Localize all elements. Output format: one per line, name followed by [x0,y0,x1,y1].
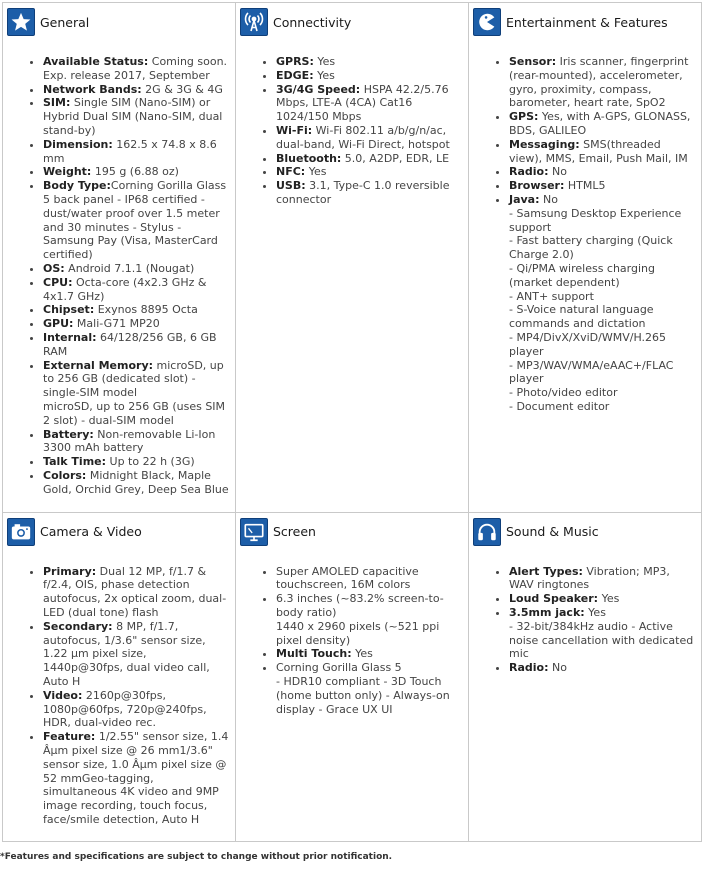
general-title: General [40,14,90,30]
spec-label: Available Status: [43,55,149,68]
spec-label: Loud Speaker: [509,592,599,606]
spec-line [509,400,695,414]
spec-line [43,138,229,166]
spec-value: - Document editor [509,399,610,413]
spec-line [43,262,229,276]
spec-value: Midnight Black, Maple Gold, Orchid Grey, Deep Sea Blue [43,468,229,496]
spec-label: Primary: [43,564,97,578]
star-icon [7,8,35,36]
spec-value: Yes [313,55,336,68]
spec-line [43,400,229,428]
spec-item [276,565,462,593]
spec-label: Network Bands: [43,82,142,96]
spec-line [43,55,229,83]
spec-label: Talk Time: [43,455,107,469]
spec-label: Alert Types: [509,564,583,578]
pacman-icon [473,8,501,36]
spec-item [43,565,229,620]
spec-value: Mali-G71 MP20 [73,317,160,331]
spec-value: No [548,165,567,179]
spec-value: Single SIM (Nano-SIM) or Hybrid Dual SIM (Nano-SIM, dual stand-by) [43,96,223,137]
spec-value: Exynos 8895 Octa [94,303,198,317]
spec-item [43,262,229,276]
general-cell [3,3,236,513]
spec-item [43,730,229,827]
spec-item [276,124,462,152]
general-list [3,55,235,497]
sound-list [469,565,701,675]
spec-row [3,512,702,841]
spec-line [509,386,695,400]
entertainment-cell [469,3,702,513]
spec-value: Corning Gorilla Glass 5 [276,661,402,675]
spec-item [43,138,229,166]
spec-item [43,689,229,730]
footnote: *Features and specifications are subject to change without prior notification. [0,852,393,862]
spec-label: 3G/4G Speed: [276,82,361,96]
spec-label: External Memory: [43,358,154,372]
spec-label: Radio: [509,661,549,675]
spec-item [276,152,462,166]
headphones-icon [473,518,501,546]
spec-value: - Samsung Desktop Experience support [509,206,682,234]
spec-label: Weight: [43,165,92,179]
spec-line [276,55,462,69]
spec-line [509,620,695,661]
spec-value: Octa-core (4x2.3 GHz & 4x1.7 GHz) [43,275,207,303]
spec-row [3,3,702,513]
spec-label: Secondary: [43,619,113,633]
spec-line [509,138,695,166]
spec-value: No [548,661,567,675]
spec-label: Feature: [43,730,96,744]
spec-item [43,359,229,428]
spec-item [43,331,229,359]
spec-label: Messaging: [509,137,580,151]
spec-value: No [539,192,558,206]
spec-item [276,83,462,124]
spec-line [43,730,229,827]
sound-header [469,513,701,545]
spec-label: Bluetooth: [276,151,342,165]
connectivity-header [236,3,468,35]
spec-value: - Qi/PMA wireless charging (market dependent) [509,261,655,289]
sound-cell [469,512,702,841]
spec-item [43,428,229,456]
spec-value: Coming soon. Exp. release 2017, September [43,55,228,82]
spec-line [509,331,695,359]
spec-label: Wi-Fi: [276,123,313,137]
spec-item [509,165,695,179]
screen-cell [236,512,469,841]
spec-label: Browser: [509,179,565,193]
spec-item [509,606,695,661]
spec-item [276,647,462,661]
spec-item [276,69,462,83]
spec-line [509,110,695,138]
spec-label: NFC: [276,165,306,179]
spec-item [276,179,462,207]
spec-value: 195 g (6.88 oz) [91,165,179,179]
spec-line [43,83,229,97]
spec-value: - ANT+ support [509,289,594,303]
spec-value: 8 MP, f/1.7, autofocus, 1/3.6" sensor size, 1.22 µm pixel size, 1440p@30fps, dual video call, Auto H [43,619,210,688]
spec-label: GPS: [509,110,539,124]
spec-item [509,55,695,110]
spec-line [509,165,695,179]
spec-item [43,276,229,304]
spec-item [509,110,695,138]
screen-icon [240,518,268,546]
camera-header [3,513,235,545]
spec-line [276,165,462,179]
spec-value: Android 7.1.1 (Nougat) [64,261,195,275]
spec-line [509,207,695,235]
spec-value: Iris scanner, fingerprint (rear-mounted), accelerometer, gyro, proximity, compass, barometer, heart rate, SpO2 [509,55,689,110]
spec-label: 3.5mm jack: [509,605,585,619]
spec-label: GPRS: [276,55,314,68]
spec-value: 6.3 inches (~83.2% screen-to-body ratio) [276,592,444,619]
spec-label: Chipset: [43,303,95,317]
spec-label: Colors: [43,468,87,482]
spec-value: Yes [598,592,620,606]
spec-value: Yes [313,68,335,82]
spec-value: - MP4/DivX/XviD/WMV/H.265 player [509,330,667,358]
spec-label: USB: [276,179,306,193]
spec-line [509,359,695,387]
spec-item [509,138,695,166]
spec-label: OS: [43,261,65,275]
spec-item [509,179,695,193]
spec-line [43,359,229,400]
spec-line [43,276,229,304]
spec-value: - 32-bit/384kHz audio - Active noise cancellation with dedicated mic [509,619,694,661]
spec-line [276,179,462,207]
spec-value: Super AMOLED capacitive touchscreen, 16M colors [276,564,419,592]
spec-line [509,262,695,290]
spec-value: 2160p@30fps, 1080p@60fps, 720p@240fps, HDR, dual-video rec. [43,688,207,730]
spec-label: GPU: [43,317,74,331]
spec-label: Java: [509,192,540,206]
screen-header [236,513,468,545]
spec-value: Yes [305,165,327,179]
spec-line [43,165,229,179]
camera-cell [3,512,236,841]
camera-icon [7,518,35,546]
spec-line [43,303,229,317]
spec-line [509,234,695,262]
sound-title: Sound & Music [506,524,599,540]
spec-item [509,592,695,606]
spec-label: Multi Touch: [276,647,352,661]
spec-value: 2G & 3G & 4G [141,82,223,96]
connectivity-list [236,55,468,207]
spec-item [276,165,462,179]
spec-label: Dimension: [43,137,113,151]
spec-value: HTML5 [564,179,606,193]
spec-line [276,69,462,83]
spec-line [509,193,695,207]
spec-line [276,124,462,152]
spec-line [43,96,229,137]
spec-item [43,620,229,689]
spec-label: Battery: [43,427,94,441]
spec-value: 1/2.55" sensor size, 1.4 Âµm pixel size @ 26 mm1/3.6" sensor size, 1.0 Âµm pixel size @ 52 mmGeo-tagging, simultaneous 4K video and 9MP image recording, touch focus, face/smile detection, Auto H [43,730,229,826]
spec-line [43,428,229,456]
spec-line [43,179,229,262]
spec-value: 162.5 x 74.8 x 8.6 mm [43,137,217,165]
spec-line [276,675,462,716]
spec-label: Sensor: [509,55,557,68]
spec-line [43,620,229,689]
spec-item [43,83,229,97]
spec-label: CPU: [43,275,73,289]
entertainment-title: Entertainment & Features [506,14,668,30]
spec-label: SIM: [43,96,71,110]
spec-value: Dual 12 MP, f/1.7 & f/2.4, OIS, phase detection autofocus, 2x optical zoom, dual-LED (dual tone) flash [43,564,227,619]
screen-list [236,565,468,717]
spec-line [509,606,695,620]
spec-line [43,455,229,469]
spec-item [43,165,229,179]
connectivity-cell [236,3,469,513]
spec-label: Body Type: [43,179,111,193]
spec-label: Internal: [43,330,97,344]
spec-value: 3.1, Type-C 1.0 reversible connector [276,179,450,206]
screen-title: Screen [273,524,316,540]
antenna-icon [240,8,268,36]
spec-value: Non-removable Li-Ion 3300 mAh battery [43,427,216,455]
spec-line [43,317,229,331]
spec-item [276,55,462,69]
spec-value: 5.0, A2DP, EDR, LE [341,151,450,165]
spec-value: SMS(threaded view), MMS, Email, Push Mail, IM [509,137,688,165]
spec-value: Vibration; MP3, WAV ringtones [509,564,670,592]
spec-value: 64/128/256 GB, 6 GB RAM [43,330,217,358]
entertainment-list [469,55,701,414]
spec-line [509,55,695,110]
spec-label: Video: [43,688,83,702]
spec-line [509,565,695,593]
spec-item [43,179,229,262]
spec-value: Corning Gorilla Glass 5 back panel - IP68 certified - dust/water proof over 1.5 meter and 30 minutes - Stylus - Samsung Pay (Visa, MasterCard certified) [43,179,227,262]
spec-line [509,592,695,606]
connectivity-title: Connectivity [273,14,352,30]
spec-line [276,661,462,675]
spec-item [509,661,695,675]
spec-line [276,83,462,124]
spec-line [509,179,695,193]
spec-item [276,661,462,716]
spec-line [276,565,462,593]
spec-value: - Fast battery charging (Quick Charge 2.0) [509,234,673,262]
general-header [3,3,235,35]
spec-line [509,661,695,675]
spec-value: - Photo/video editor [509,386,618,400]
spec-value: 1440 x 2960 pixels (~521 ppi pixel density) [276,619,440,647]
spec-item [509,565,695,593]
spec-line [276,152,462,166]
spec-value: microSD, up to 256 GB (uses SIM 2 slot) - dual-SIM model [43,399,226,427]
spec-line [43,331,229,359]
spec-line [276,647,462,661]
spec-value: - HDR10 compliant - 3D Touch (home button only) - Always-on display - Grace UX UI [276,674,450,716]
spec-value: Up to 22 h (3G) [106,455,195,469]
spec-item [509,193,695,414]
spec-line [43,565,229,620]
spec-line [276,620,462,648]
spec-value: Yes [351,647,373,661]
spec-label: Radio: [509,165,549,179]
spec-value: - MP3/WAV/WMA/eAAC+/FLAC player [509,358,674,386]
spec-item [43,55,229,83]
camera-list [3,565,235,827]
spec-item [43,455,229,469]
spec-item [43,303,229,317]
spec-item [43,469,229,497]
spec-value: Yes, with A-GPS, GLONASS, BDS, GALILEO [509,110,691,137]
spec-label: EDGE: [276,68,314,82]
spec-line [43,469,229,497]
spec-value: microSD, up to 256 GB (dedicated slot) - single-SIM model [43,358,224,400]
spec-line [43,689,229,730]
spec-value: - S-Voice natural language commands and dictation [509,303,654,331]
spec-line [509,290,695,304]
spec-line [509,303,695,331]
camera-title: Camera & Video [40,524,142,540]
spec-item [43,317,229,331]
spec-table [2,2,702,842]
spec-value: Yes [584,605,606,619]
spec-item [43,96,229,137]
spec-line [276,592,462,620]
spec-item [276,592,462,647]
spec-value: Wi-Fi 802.11 a/b/g/n/ac, dual-band, Wi-Fi Direct, hotspot [276,123,450,151]
spec-value: HSPA 42.2/5.76 Mbps, LTE-A (4CA) Cat16 1024/150 Mbps [276,82,449,124]
entertainment-header [469,3,701,35]
